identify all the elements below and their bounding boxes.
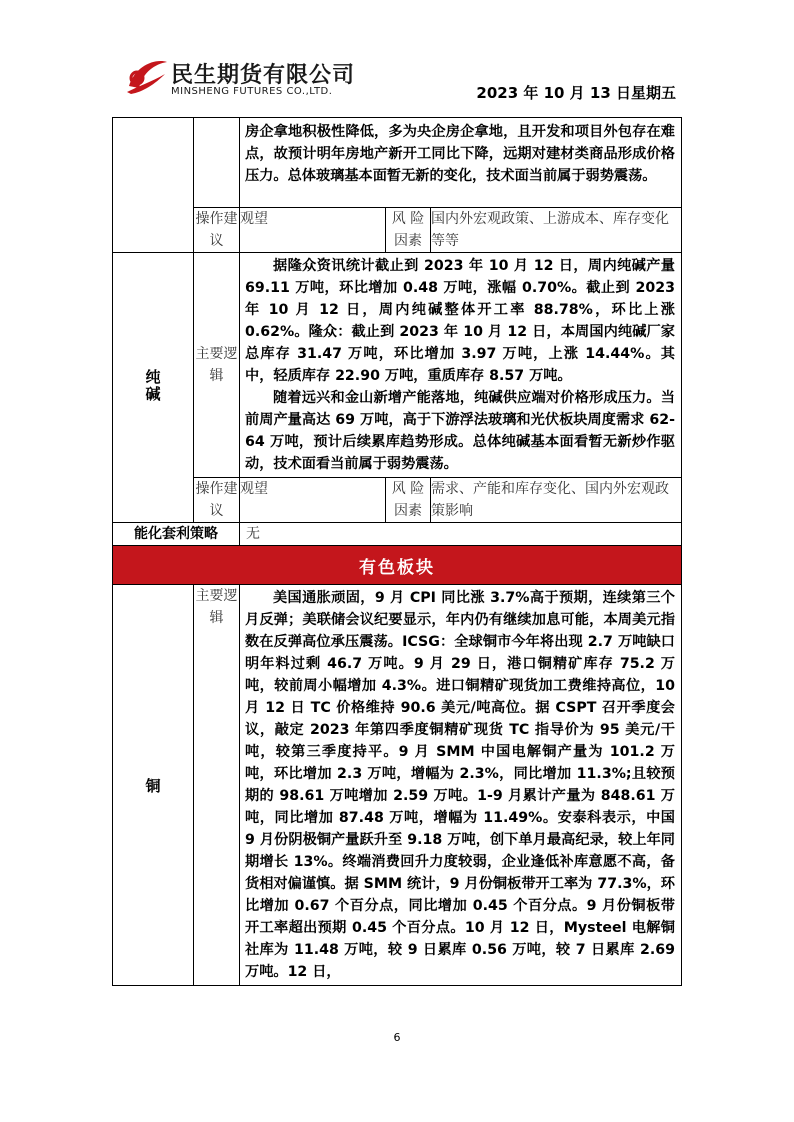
strategy-label: 能化套利策略 bbox=[113, 523, 240, 546]
copper-logic-label: 主要逻辑 bbox=[194, 585, 240, 986]
report-table bbox=[112, 117, 682, 986]
swoosh-logo-icon bbox=[125, 56, 169, 96]
copper-logic-row bbox=[113, 585, 682, 986]
section-title: 有色板块 bbox=[113, 546, 682, 585]
strategy-row bbox=[113, 523, 682, 546]
copper-side-cell bbox=[113, 585, 194, 986]
section-row bbox=[113, 546, 682, 585]
copper-logic-text: 美国通胀顽固，9 月 CPI 同比涨 3.7%高于预期，连续第三个月反弹；美联储会议纪要显示，年内仍有继续加息可能，本周美元指数在反弹高位承压震荡。ICSG：全球铜市今年将出现 2.7 万吨缺口明年料过剩 46.7 万吨。9 月 29 日，港口铜精矿库存 75.2 万吨，较前周小幅增加 4.3%。进口铜精矿现货加工费维持高位，10 月 12 日 TC 价格维持 90.6 美元/吨高位。据 CSPT 召开季度会议，敲定 2023 年第四季度铜精矿现货 TC 指导价为 95 美元/干吨，较第三季度持平。9 月 SMM 中国电解铜产量为 101.2 万吨，环比增加 2.3 万吨，增幅为 2.3%，同比增加 11.3%;且较预期的 98.61 万吨增加 2.59 万吨。1-9 月累计产量为 848.61 万吨，同比增加 87.48 万吨，增幅为 11.49%。安泰科表示，中国 9 月份阴极铜产量跃升至 9.18 万吨，创下单月最高纪录，较上年同期增长 13%。终端消费回升力度较弱，企业逢低补库意愿不高，备货相对偏谨慎。据 SMM 统计，9 月份铜板带开工率为 77.3%，环比增加 0.67 个百分点，同比增加 0.45 个百分点。9 月份铜板带开工率超出预期 0.45 个百分点。10 月 12 日，Mysteel 电解铜社库为 11.48 万吨，较 9 日累库 0.56 万吨，较 7 日累库 2.69 万吨。12 日， bbox=[245, 590, 675, 980]
op-label: 操作建议 bbox=[194, 478, 240, 523]
risk-value: 国内外宏观政策、上游成本、库存变化等等 bbox=[431, 211, 669, 249]
strategy-value: 无 bbox=[240, 523, 682, 546]
risk-value: 需求、产能和库存变化、国内外宏观政策影响 bbox=[431, 481, 669, 519]
soda-logic-row bbox=[113, 253, 682, 478]
page-number: 6 bbox=[393, 1031, 401, 1044]
soda-logic-para-1: 据隆众资讯统计截止到 2023 年 10 月 12 日，周内纯碱产量 69.11 万吨，环比增加 0.48 万吨，涨幅 0.70%。截止到 2023 年 10 月 12 日，周内纯碱整体开工率 88.78%，环比上涨 0.62%。隆众：截止到 2023 年 10 月 12 日，本周国内纯碱厂家总库存 31.47 万吨，环比增加 3.97 万吨，上涨 14.44%。其中，轻质库存 22.90 万吨，重质库存 8.57 万吨。 bbox=[245, 258, 675, 384]
glass-label-cell bbox=[194, 118, 240, 208]
soda-name: 纯碱 bbox=[143, 368, 162, 403]
glass-logic-row bbox=[113, 118, 682, 208]
copper-name: 铜 bbox=[145, 776, 161, 795]
glass-op-row bbox=[113, 208, 682, 253]
company-name-cn: 民生期货有限公司 bbox=[171, 63, 356, 88]
company-name-en: MINSHENG FUTURES CO.,LTD. bbox=[171, 86, 333, 97]
soda-logic-para-2: 随着远兴和金山新增产能落地，纯碱供应端对价格形成压力。当前周产量高达 69 万吨，高于下游浮法玻璃和光伏板块周度需求 62-64 万吨，预计后续累库趋势形成。总体纯碱基本面看暂无新炒作驱动，技术面看当前属于弱势震荡。 bbox=[245, 390, 675, 472]
report-date: 2023 年 10 月 13 日星期五 bbox=[476, 84, 676, 102]
op-label: 操作建议 bbox=[194, 208, 240, 253]
glass-side-cell bbox=[113, 118, 194, 253]
soda-logic-label: 主要逻辑 bbox=[194, 253, 240, 478]
company-logo bbox=[125, 56, 365, 102]
risk-label: 风 险因素 bbox=[386, 208, 431, 252]
glass-logic-text: 房企拿地积极性降低，多为央企房企拿地，且开发和项目外包存在难点，故预计明年房地产新开工同比下降，远期对建材类商品形成价格压力。总体玻璃基本面暂无新的变化，技术面当前属于弱势震荡。 bbox=[245, 124, 675, 184]
op-value: 观望 bbox=[240, 478, 386, 522]
risk-label: 风 险因素 bbox=[386, 478, 431, 522]
soda-side-cell bbox=[113, 253, 194, 523]
op-value: 观望 bbox=[240, 208, 386, 252]
soda-op-row bbox=[113, 478, 682, 523]
